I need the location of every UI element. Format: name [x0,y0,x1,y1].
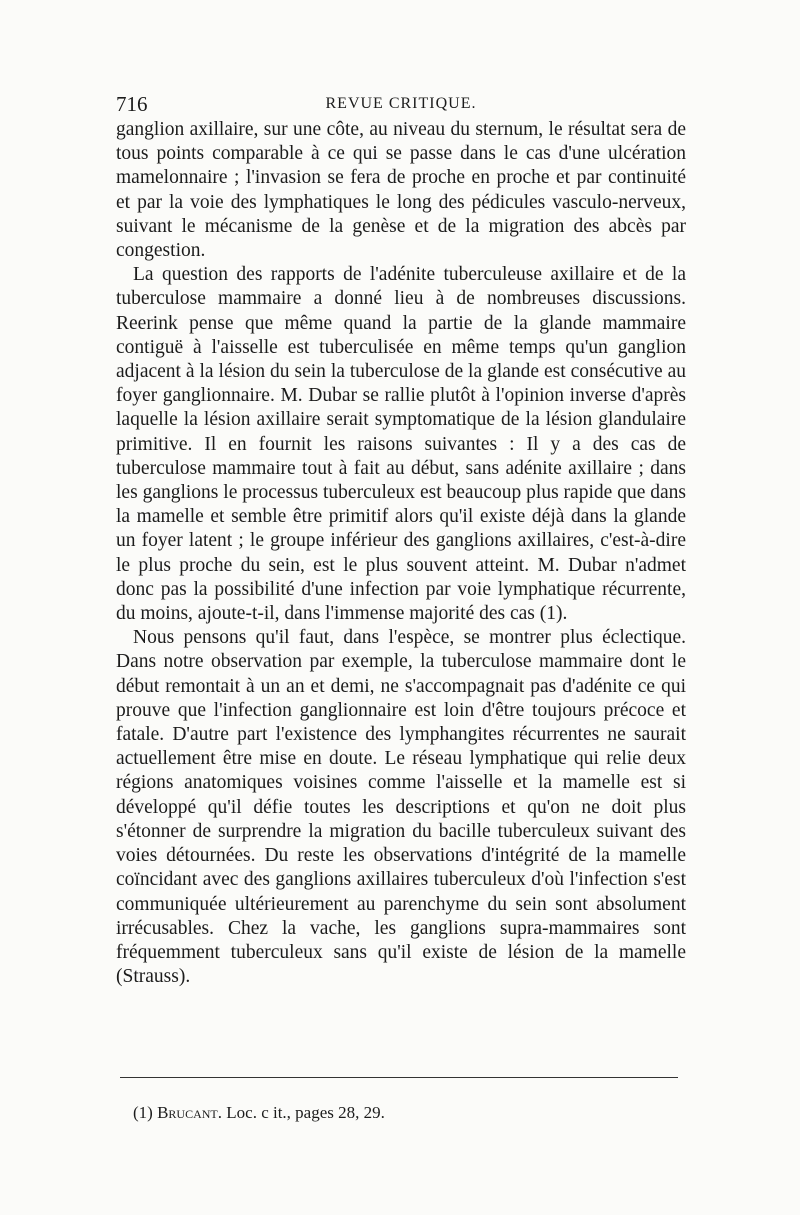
footnote [133,1102,673,1124]
running-title: REVUE CRITIQUE. [325,95,477,112]
paragraph: ganglion axillaire, sur une côte, au niveau du sternum, le résultat sera de tous points comparable à ce qui se passe dans le cas d'une ulcération mamelonnaire ; l'invasion se fera de proche en proche et par continuité et par la voie des lymphatiques le long des pédicules vasculo-nerveux, suivant le mécanisme de la genèse et de la migration des abcès par congestion. [116,119,686,262]
footnote-marker: (1) [133,1103,153,1122]
paragraph: La question des rapports de l'adénite tuberculeuse axillaire et de la tuberculose mammaire a donné lieu à de nombreuses discussions. Reerink pense que même quand la partie de la glande mammaire contiguë à l'aisselle est tuberculisée en même temps qu'un ganglion adjacent à la lésion du sein la tuberculose de la glande est consécutive au foyer ganglionnaire. M. Dubar se rallie plutôt à l'opinion inverse d'après laquelle la lésion axillaire serait symptomatique de la lésion glandulaire primitive. Il en fournit les raisons suivantes : Il y a des cas de tuberculose mammaire tout à fait au début, sans adénite axillaire ; dans les ganglions le processus tuberculeux est beaucoup plus rapide que dans la mamelle et semble être primitif alors qu'il existe déjà dans la glande un foyer latent ; le groupe inférieur des ganglions axillaires, c'est-à-dire le plus proche du sein, est le plus souvent atteint. M. Dubar n'admet donc pas la possibilité d'une infection par voie lymphatique récurrente, du moins, ajoute-t-il, dans l'immense majorité des cas (1). [116,264,686,625]
footnote-text: Loc. c it., pages 28, 29. [226,1103,385,1122]
body-text [116,118,686,989]
footnote-author: Brucant. [157,1103,223,1122]
paragraph: Nous pensons qu'il faut, dans l'espèce, se montrer plus éclectique. Dans notre observation par exemple, la tuberculose mammaire dont le début remontait à un an et demi, ne s'accompagnait pas d'adénite ce qui prouve que l'infection ganglionnaire est loin d'être toujours précoce et fatale. D'autre part l'existence des lymphangites récurrentes ne saurait actuellement être mise en doute. Le réseau lymphatique qui relie deux régions anatomiques voisines comme l'aisselle et la mamelle est si développé qu'il défie toutes les descriptions et qu'on ne doit plus s'étonner de surprendre la migration du bacille tuberculeux suivant des voies détournées. Du reste les observations d'intégrité de la mamelle coïncidant avec des ganglions axillaires tuberculeux d'où l'infection s'est communiquée ultérieurement au parenchyme du sein sont absolument irrécusables. Chez la vache, les ganglions supra-mammaires sont fréquemment tuberculeux sans qu'il existe de lésion de la mamelle (Strauss). [116,627,686,988]
footnote-divider [120,1077,678,1078]
page-number: 716 [116,92,148,116]
